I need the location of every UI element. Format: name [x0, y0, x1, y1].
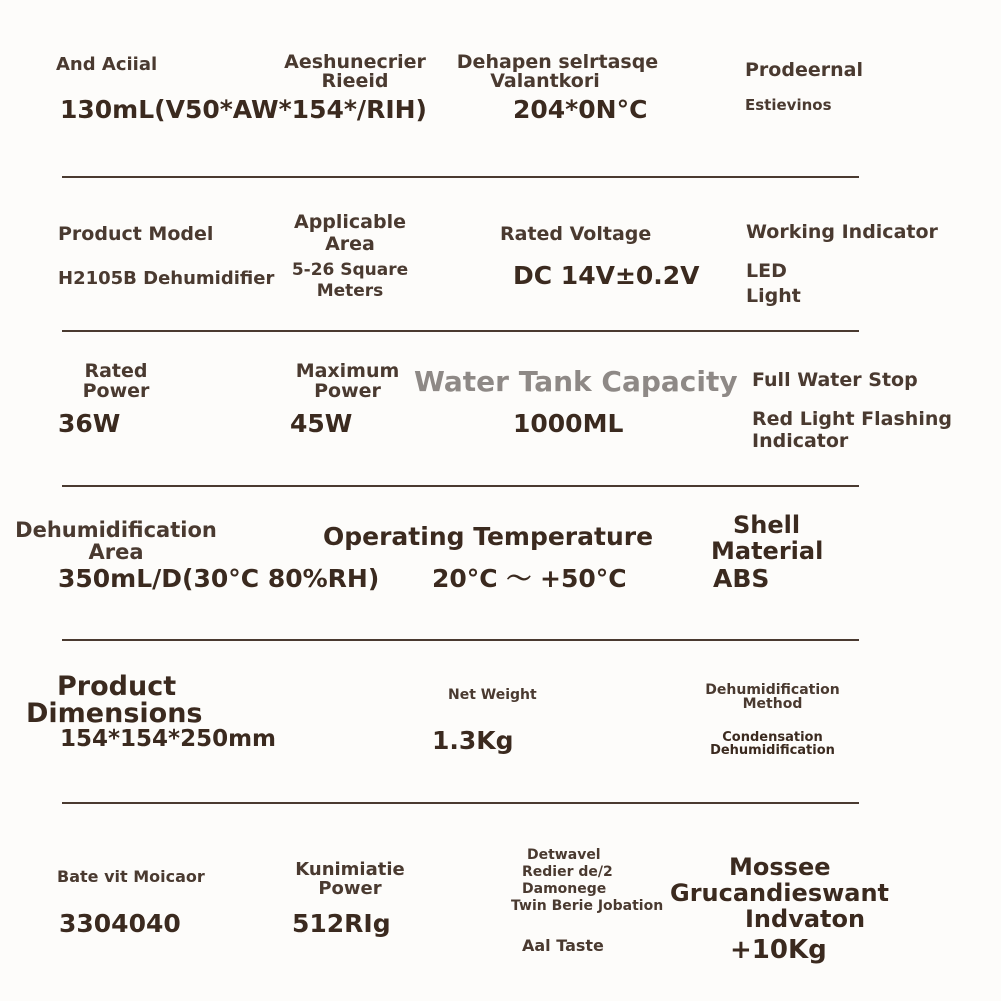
- spec-label: Power: [82, 380, 150, 402]
- spec-value: H2105B Dehumidifier: [58, 268, 275, 289]
- spec-label: Applicable: [293, 211, 406, 233]
- spec-label: Dehumidification: [15, 518, 217, 542]
- spec-value: 3304040: [59, 909, 181, 938]
- spec-label: Full Water Stop: [752, 369, 918, 391]
- spec-label: Indvaton: [745, 905, 866, 933]
- spec-label: Redier de/2: [522, 864, 613, 880]
- spec-label: Rieeid: [321, 70, 389, 92]
- spec-value: 1.3Kg: [432, 726, 514, 755]
- spec-value: ABS: [713, 564, 770, 593]
- spec-value: 130mL(V50*AW*154*/RIH): [60, 95, 427, 124]
- row-divider: [62, 639, 859, 641]
- spec-label: Rated: [84, 360, 148, 382]
- spec-label: Power: [318, 878, 382, 899]
- spec-value: LED: [746, 260, 787, 282]
- spec-label: Rated Voltage: [500, 223, 652, 245]
- row-divider: [62, 176, 859, 178]
- spec-value: 36W: [58, 409, 121, 438]
- row-divider: [62, 330, 859, 332]
- spec-value: 350mL/D(30°C 80%RH): [58, 564, 380, 593]
- spec-label: Mossee: [729, 853, 831, 881]
- spec-label: Area: [88, 540, 144, 564]
- spec-label: And Aciial: [56, 54, 158, 75]
- spec-value: Red Light Flashing: [752, 408, 952, 430]
- spec-value: Condensation: [722, 730, 823, 745]
- row-divider: [62, 802, 859, 804]
- spec-label: Net Weight: [448, 687, 537, 703]
- spec-value: 512RIg: [292, 909, 391, 938]
- spec-label: Aeshunecrier: [284, 51, 426, 73]
- spec-value: Estievinos: [745, 96, 832, 114]
- spec-value: Meters: [316, 281, 384, 301]
- spec-value: +10Kg: [730, 935, 827, 965]
- spec-label: Dimensions: [26, 698, 203, 729]
- spec-label: Power: [314, 380, 381, 402]
- spec-label: Method: [742, 696, 803, 712]
- spec-value: Dehumidification: [710, 743, 835, 758]
- spec-value: Aal Taste: [522, 936, 604, 955]
- spec-value: 20°C ～ +50°C: [432, 564, 627, 593]
- spec-value: Light: [746, 285, 801, 307]
- spec-label: Area: [325, 233, 375, 255]
- spec-label: Product: [57, 671, 177, 702]
- spec-value: 204*0N°C: [513, 95, 648, 124]
- spec-label: Twin Berie Jobation: [511, 898, 664, 914]
- spec-label: Detwavel: [527, 847, 601, 863]
- spec-label: Working Indicator: [746, 221, 938, 243]
- spec-label: Bate vit Moicaor: [57, 867, 205, 886]
- spec-value: 5-26 Square: [291, 260, 409, 280]
- spec-value: 45W: [290, 409, 353, 438]
- spec-value: DC 14V±0.2V: [513, 261, 700, 290]
- spec-label: Water Tank Capacity: [414, 365, 738, 398]
- spec-label: Grucandieswant: [670, 879, 890, 907]
- spec-label: Dehumidification: [705, 682, 840, 698]
- spec-label: Maximum: [295, 360, 400, 382]
- spec-label: Operating Temperature: [323, 522, 654, 551]
- spec-label: Product Model: [58, 223, 214, 245]
- spec-label: Valantkori: [490, 70, 600, 92]
- spec-label: Dehapen selrtasqe: [456, 51, 659, 73]
- spec-value: Indicator: [752, 430, 849, 452]
- spec-label: Material: [711, 537, 824, 565]
- row-divider: [62, 485, 859, 487]
- spec-value: 154*154*250mm: [60, 726, 277, 752]
- spec-label: Shell: [733, 511, 801, 539]
- spec-label: Prodeernal: [745, 59, 863, 81]
- spec-value: 1000ML: [513, 409, 624, 438]
- spec-label: Damonege: [522, 881, 607, 897]
- spec-label: Kunimiatie: [295, 859, 405, 880]
